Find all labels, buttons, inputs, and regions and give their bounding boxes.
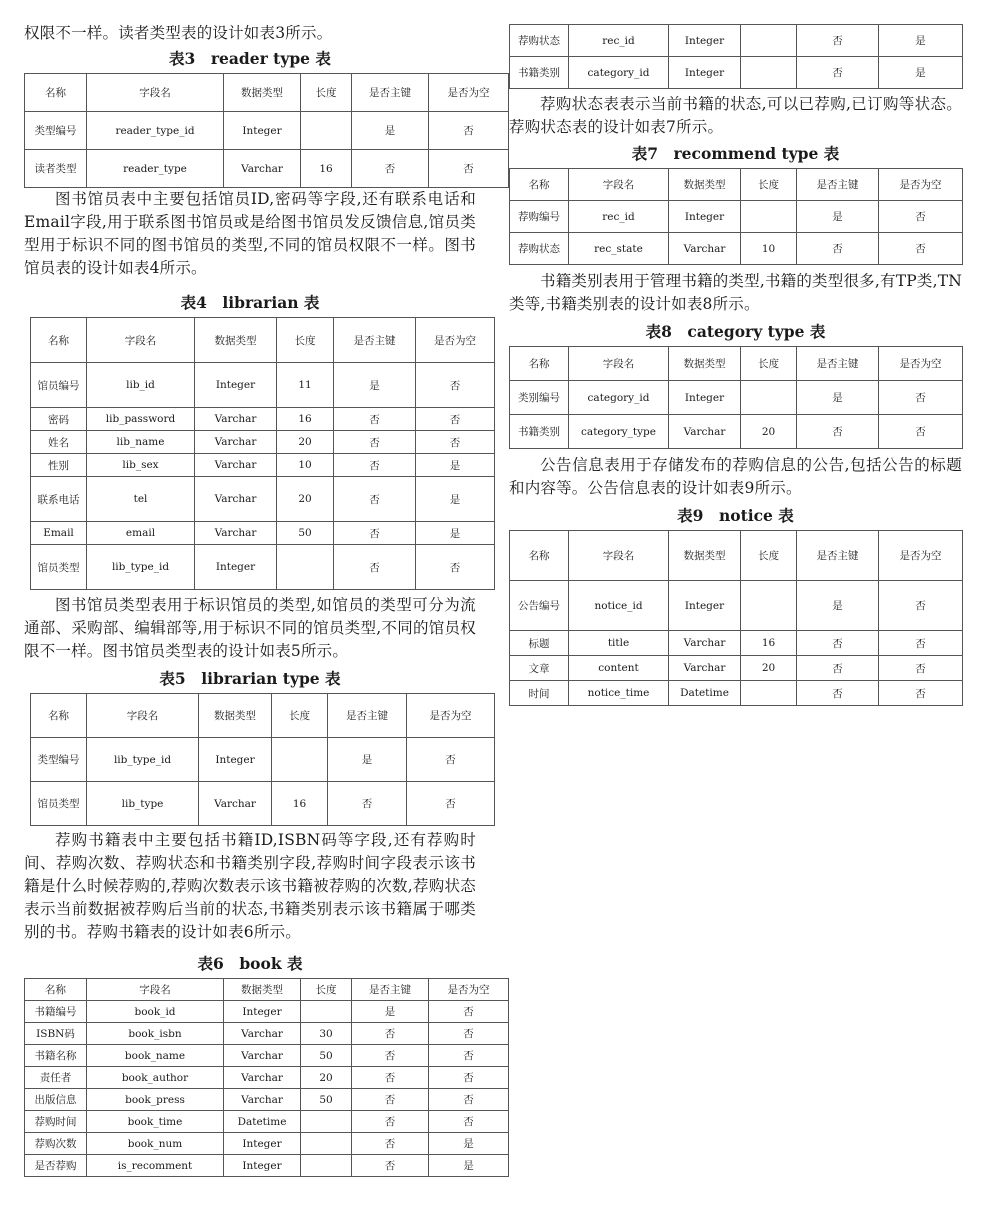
table-cell [301,1001,352,1023]
table9-block [509,504,962,710]
table-cell: email [87,522,195,545]
table-cell [741,25,797,57]
table-cell: 类别编号 [510,381,569,415]
table-cell: 否 [334,431,416,454]
table-cell: book_time [87,1111,224,1133]
table-cell: 否 [416,408,495,431]
table-cell: 否 [352,1023,429,1045]
table-cell: Integer [669,201,741,233]
table-cell: Integer [224,1155,301,1177]
header-cell: 名称 [510,531,569,581]
table-cell [301,112,352,150]
table-cell: 否 [879,681,963,706]
table-cell: 是 [429,1155,509,1177]
table-cell: 荐购状态 [510,233,569,265]
table-cell: notice_time [569,681,669,706]
table-row [31,738,495,782]
table-cell: 是 [352,1001,429,1023]
table-cell: Integer [195,545,277,590]
table-cell: 否 [352,1067,429,1089]
table-cell: 否 [429,1023,509,1045]
table-cell: content [569,656,669,681]
table-cell: 馆员类型 [31,545,87,590]
intro-text: 权限不一样。读者类型表的设计如表3所示。 [24,24,333,42]
table-cell [272,738,328,782]
table-cell: 否 [352,150,429,188]
table-cell: 是 [334,363,416,408]
table-cell: 否 [797,25,879,57]
table-cell: 荐购状态 [510,25,569,57]
table-cell: 否 [429,1045,509,1067]
table-cell: lib_password [87,408,195,431]
table7-caption: 表7 recommend type 表 [631,144,840,163]
table-cell: Varchar [195,522,277,545]
table-cell: 是否荐购 [25,1155,87,1177]
table-cell: Integer [195,363,277,408]
table-cell [741,681,797,706]
table-cell: 否 [334,477,416,522]
table-cell: Varchar [195,454,277,477]
table-cell: 否 [407,738,495,782]
header-cell: 是否主键 [352,979,429,1001]
header-cell: 名称 [25,74,87,112]
table-cell: Integer [669,381,741,415]
table-header-row [510,169,963,201]
table-row [31,431,495,454]
table-cell: 是 [429,1133,509,1155]
table-row [31,477,495,522]
header-cell: 名称 [31,694,87,738]
table-cell: Varchar [199,782,272,826]
table-cell: Integer [224,112,301,150]
table-cell: 否 [429,1089,509,1111]
table-cell: 是 [879,25,963,57]
table-cell: 否 [352,1089,429,1111]
table-cell: Integer [669,581,741,631]
table-cell: 姓名 [31,431,87,454]
header-cell: 数据类型 [669,347,741,381]
table-cell: book_press [87,1089,224,1111]
table-cell: 是 [416,522,495,545]
table-row [25,1045,509,1067]
table5-caption: 表5 librarian type 表 [159,669,341,688]
table-row [25,1001,509,1023]
table-cell: ISBN码 [25,1023,87,1045]
table-cell: 否 [797,681,879,706]
table-row [25,1067,509,1089]
table6-continued [509,24,963,89]
table-cell: 否 [352,1133,429,1155]
table-cell: 馆员编号 [31,363,87,408]
table-cell: 否 [797,57,879,89]
table-row [25,1133,509,1155]
table-cell: Integer [669,57,741,89]
table5 [30,693,495,826]
header-cell: 字段名 [87,318,195,363]
table-cell: 16 [301,150,352,188]
table-cell: 时间 [510,681,569,706]
table-row [510,415,963,449]
table-cell [741,581,797,631]
table9-caption: 表9 notice 表 [677,506,794,525]
table-row [31,522,495,545]
header-cell: 是否为空 [879,169,963,201]
header-cell: 长度 [272,694,328,738]
table-row [25,1155,509,1177]
header-cell: 是否主键 [797,169,879,201]
header-cell: 字段名 [569,347,669,381]
table-row [25,1089,509,1111]
table-cell: 20 [741,656,797,681]
para-librarian-block [24,188,476,280]
table-row [31,363,495,408]
table-cell: 否 [352,1155,429,1177]
para-book: 荐购书籍表中主要包括书籍ID,ISBN码等字段,还有荐购时间、荐购次数、荐购状态和书籍类别字段,荐购时间字段表示该书籍是什么时候荐购的,荐购次数表示该书籍被荐购的次数,荐购状态表示当前数据被荐购后当前的状态,书籍类别表示该书籍属于哪类别的书。荐购书籍表的设计如表6所示。 [24,831,476,941]
table-cell: 否 [334,408,416,431]
table-row [510,381,963,415]
header-cell: 是否主键 [797,531,879,581]
table-cell: 16 [277,408,334,431]
table-cell: Varchar [195,431,277,454]
table-cell: 否 [407,782,495,826]
para-librarian-type: 图书馆员类型表用于标识馆员的类型,如馆员的类型可分为流通部、采购部、编辑部等,用于标识不同的馆员类型,不同的馆员权限不一样。图书馆员类型表的设计如表5所示。 [24,596,476,660]
para-category-block [509,270,962,316]
table-header-row [25,979,509,1001]
table-cell: reader_type [87,150,224,188]
table-row [510,656,963,681]
table5-block [24,667,476,830]
table-cell: book_author [87,1067,224,1089]
table-row [31,408,495,431]
table-cell: lib_type_id [87,738,199,782]
table-cell: 否 [429,1001,509,1023]
table-cell: 11 [277,363,334,408]
table-cell: lib_sex [87,454,195,477]
table-cell: 否 [879,201,963,233]
table6-caption: 表6 book 表 [197,954,303,973]
table-cell: notice_id [569,581,669,631]
table-header-row [25,74,509,112]
table6 [24,978,509,1177]
table-header-row [510,531,963,581]
table-cell: 是 [416,454,495,477]
table-cell [741,57,797,89]
header-cell: 名称 [510,347,569,381]
header-cell: 是否为空 [429,74,509,112]
table-row [25,112,509,150]
header-cell: 名称 [510,169,569,201]
table-cell: 30 [301,1023,352,1045]
table-cell: 20 [741,415,797,449]
table-cell [301,1133,352,1155]
table-row [31,545,495,590]
table-cell: Varchar [669,656,741,681]
table4 [30,317,495,590]
table-cell: 出版信息 [25,1089,87,1111]
table-cell: book_num [87,1133,224,1155]
table-cell [741,201,797,233]
table-row [510,57,963,89]
header-cell: 数据类型 [224,979,301,1001]
header-cell: 名称 [25,979,87,1001]
table7-block [509,142,962,269]
table-cell: 否 [429,1067,509,1089]
table8 [509,346,963,449]
header-cell: 长度 [301,74,352,112]
table-row [25,150,509,188]
header-cell: 是否主键 [797,347,879,381]
table-cell: 否 [352,1045,429,1067]
table-cell: Varchar [224,1045,301,1067]
table-cell: 10 [277,454,334,477]
table-cell: category_type [569,415,669,449]
table-cell: 类型编号 [31,738,87,782]
header-cell: 数据类型 [669,169,741,201]
table-cell: 否 [416,431,495,454]
table-cell: 荐购次数 [25,1133,87,1155]
intro-paragraph [24,22,476,45]
table-cell: 书籍类别 [510,415,569,449]
table-cell: 否 [429,150,509,188]
table-row [25,1111,509,1133]
table-cell: 类型编号 [25,112,87,150]
table-cell: Varchar [224,1089,301,1111]
table-cell [277,545,334,590]
header-cell: 数据类型 [224,74,301,112]
table-cell: lib_type_id [87,545,195,590]
table-cell: 联系电话 [31,477,87,522]
table-cell: Varchar [669,631,741,656]
table-cell: Integer [669,25,741,57]
table-cell: 是 [416,477,495,522]
header-cell: 是否主键 [328,694,407,738]
table-cell: 文章 [510,656,569,681]
table-cell: Datetime [669,681,741,706]
table-header-row [510,347,963,381]
table-cell: 20 [301,1067,352,1089]
table-row [510,25,963,57]
table-cell: Email [31,522,87,545]
table-cell: tel [87,477,195,522]
table-cell: 是 [797,201,879,233]
table8-caption: 表8 category type 表 [645,322,826,341]
table-cell: 书籍编号 [25,1001,87,1023]
table-cell: 责任者 [25,1067,87,1089]
table3 [24,73,509,188]
table-cell: 否 [429,112,509,150]
header-cell: 长度 [301,979,352,1001]
header-cell: 是否为空 [416,318,495,363]
table-cell: 否 [429,1111,509,1133]
table-cell [301,1155,352,1177]
header-cell: 长度 [741,347,797,381]
header-cell: 是否为空 [407,694,495,738]
table-cell: 50 [301,1089,352,1111]
table-cell: 16 [272,782,328,826]
table-header-row [31,318,495,363]
para-recommend: 荐购状态表表示当前书籍的状态,可以已荐购,已订购等状态。荐购状态表的设计如表7所示。 [509,95,962,136]
table-cell: 标题 [510,631,569,656]
table-cell: 否 [797,233,879,265]
header-cell: 长度 [741,169,797,201]
header-cell: 是否主键 [334,318,416,363]
table-cell: title [569,631,669,656]
table-cell: Varchar [195,477,277,522]
table-cell: 10 [741,233,797,265]
table-cell: 20 [277,477,334,522]
table-cell: 性别 [31,454,87,477]
table-cell: 否 [879,381,963,415]
header-cell: 是否为空 [429,979,509,1001]
table-cell: 是 [352,112,429,150]
table8-block [509,320,962,453]
table-cell: Integer [224,1133,301,1155]
table-cell: 否 [879,233,963,265]
table-cell: 荐购时间 [25,1111,87,1133]
table4-caption: 表4 librarian 表 [180,293,320,312]
table-cell: reader_type_id [87,112,224,150]
table-cell: 书籍类别 [510,57,569,89]
table-cell: 否 [879,581,963,631]
table-row [510,681,963,706]
table-cell: 否 [797,631,879,656]
table-cell: 否 [416,545,495,590]
table-row [510,581,963,631]
para-category: 书籍类别表用于管理书籍的类型,书籍的类型很多,有TP类,TN类等,书籍类别表的设计如表8所示。 [509,272,962,313]
table-cell: lib_id [87,363,195,408]
table-cell: 否 [328,782,407,826]
table-cell: Varchar [224,1023,301,1045]
table-cell: 否 [334,522,416,545]
table-cell: lib_name [87,431,195,454]
header-cell: 字段名 [569,169,669,201]
table-cell: Datetime [224,1111,301,1133]
table-cell: 公告编号 [510,581,569,631]
table-cell: 否 [334,454,416,477]
table-cell: book_isbn [87,1023,224,1045]
header-cell: 是否主键 [352,74,429,112]
table-cell: 书籍名称 [25,1045,87,1067]
table-cell: rec_id [569,25,669,57]
para-book-block [24,829,476,944]
header-cell: 名称 [31,318,87,363]
table-cell: book_name [87,1045,224,1067]
table-cell: 50 [301,1045,352,1067]
table6-continued-block [509,24,962,93]
table-cell: 否 [879,415,963,449]
table-cell: 否 [352,1111,429,1133]
table-cell: rec_state [569,233,669,265]
table-cell: 否 [334,545,416,590]
table-cell: Varchar [195,408,277,431]
table-cell: Varchar [669,415,741,449]
table-cell: 是 [879,57,963,89]
table-cell: 是 [797,381,879,415]
header-cell: 是否为空 [879,531,963,581]
header-cell: 长度 [741,531,797,581]
table-cell: Varchar [224,1067,301,1089]
table-cell: 否 [797,415,879,449]
table-cell: is_recomment [87,1155,224,1177]
table-row [25,1023,509,1045]
table-cell: 否 [879,656,963,681]
para-librarian-type-block [24,594,476,663]
table-cell: 否 [879,631,963,656]
table-row [510,631,963,656]
table-cell: Varchar [669,233,741,265]
para-notice-block [509,454,962,500]
para-librarian: 图书馆员表中主要包括馆员ID,密码等字段,还有联系电话和Email字段,用于联系图书馆员或是给图书馆员发反馈信息,馆员类型用于标识不同的图书馆员的类型,不同的馆员权限不一样。图书馆员表的设计如表4所示。 [24,190,476,277]
table-cell: 50 [277,522,334,545]
table3-block [24,47,490,192]
table-cell: 馆员类型 [31,782,87,826]
header-cell: 字段名 [87,979,224,1001]
table-cell: 20 [277,431,334,454]
table7 [509,168,963,265]
header-cell: 数据类型 [669,531,741,581]
table-cell: Integer [224,1001,301,1023]
table-cell: 否 [797,656,879,681]
header-cell: 是否为空 [879,347,963,381]
table-row [510,233,963,265]
table6-block [24,952,490,1181]
table-cell: 密码 [31,408,87,431]
table-cell: rec_id [569,201,669,233]
table-cell [301,1111,352,1133]
table-row [31,454,495,477]
para-notice: 公告信息表用于存储发布的荐购信息的公告,包括公告的标题和内容等。公告信息表的设计如表9所示。 [509,456,962,497]
table-row [510,201,963,233]
header-cell: 字段名 [569,531,669,581]
table-cell: 16 [741,631,797,656]
table-cell: category_id [569,381,669,415]
table-cell: 是 [328,738,407,782]
header-cell: 字段名 [87,694,199,738]
header-cell: 数据类型 [199,694,272,738]
table-cell: category_id [569,57,669,89]
table-cell: 否 [416,363,495,408]
table3-caption: 表3 reader type 表 [169,49,331,68]
table-cell: book_id [87,1001,224,1023]
table-cell: Integer [199,738,272,782]
table-cell: Varchar [224,150,301,188]
header-cell: 数据类型 [195,318,277,363]
table-cell: 读者类型 [25,150,87,188]
table-cell [741,381,797,415]
table9 [509,530,963,706]
header-cell: 长度 [277,318,334,363]
para-recommend-block [509,93,962,139]
table-cell: 荐购编号 [510,201,569,233]
header-cell: 字段名 [87,74,224,112]
table-row [31,782,495,826]
table4-block [24,291,476,594]
table-cell: lib_type [87,782,199,826]
table-header-row [31,694,495,738]
table-cell: 是 [797,581,879,631]
